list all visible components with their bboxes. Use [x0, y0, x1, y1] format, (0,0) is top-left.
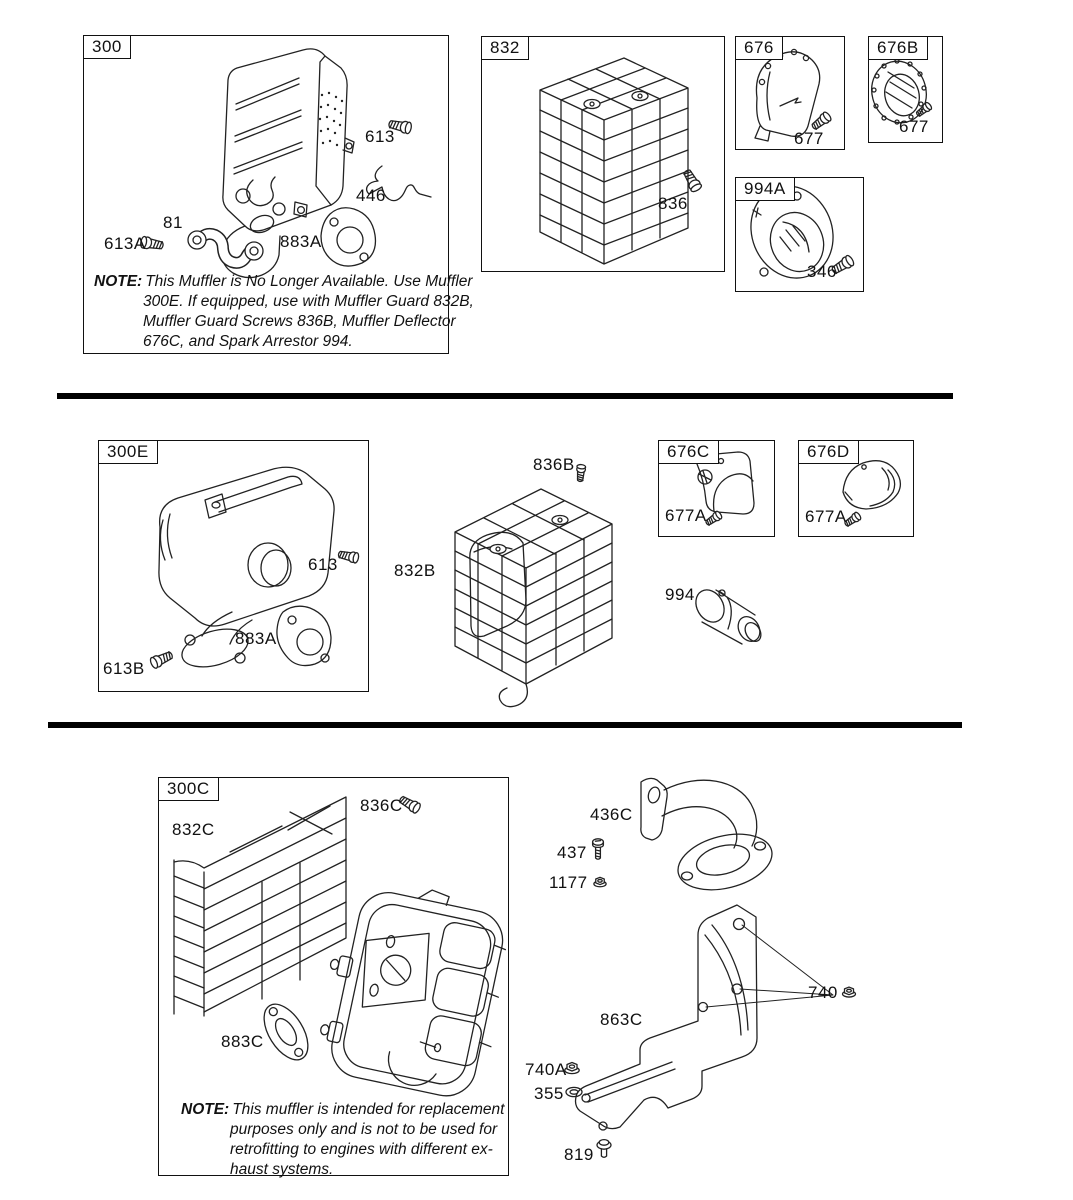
label-677b: 677 [899, 117, 929, 136]
note-300C-line4: haust systems. [230, 1161, 334, 1178]
label-677A-676D: 677A [805, 507, 847, 526]
nut-1177-icon [594, 877, 606, 886]
label-819: 819 [564, 1145, 594, 1164]
label-437: 437 [557, 843, 587, 862]
box-832 [481, 36, 725, 272]
tag-676D: 676D [798, 440, 859, 464]
bolt-819-icon [597, 1140, 611, 1158]
tag-676B: 676B [868, 36, 928, 60]
label-836C: 836C [360, 796, 403, 815]
label-346: 346 [807, 262, 837, 281]
elbow-436C-drawing [641, 778, 778, 898]
nut-740-icon [843, 987, 856, 997]
note-300-line2: 300E. If equipped, use with Muffler Guard 832B, [143, 293, 474, 310]
label-832C: 832C [172, 820, 215, 839]
label-832B: 832B [394, 561, 436, 580]
spark-arrestor-994-drawing [690, 585, 764, 645]
note-300C-line3: retrofitting to engines with different ex- [230, 1141, 493, 1158]
note-box-300 [94, 272, 503, 352]
label-446: 446 [356, 186, 386, 205]
label-81: 81 [163, 213, 183, 232]
section-divider-1 [57, 393, 953, 399]
tag-676C: 676C [658, 440, 719, 464]
screw-437-icon [593, 839, 604, 859]
note-box-300C [181, 1100, 560, 1180]
tag-300C: 300C [158, 777, 219, 801]
label-863C: 863C [600, 1010, 643, 1029]
note-300C-heading: NOTE: [181, 1101, 230, 1118]
label-883A-300E: 883A [235, 629, 277, 648]
tag-832: 832 [481, 36, 529, 60]
label-613-300E: 613 [308, 555, 338, 574]
note-300C-line2: purposes only and is not to be used for [230, 1121, 498, 1138]
label-883C: 883C [221, 1032, 264, 1051]
label-677A-676C: 677A [665, 506, 707, 525]
label-994: 994 [665, 585, 695, 604]
note-300C-line1: This muffler is intended for replacement [232, 1101, 505, 1118]
washer-355-icon [566, 1087, 582, 1096]
label-1177: 1177 [549, 873, 588, 892]
tag-300: 300 [83, 35, 131, 59]
label-677: 677 [794, 129, 824, 148]
note-300-line4: 676C, and Spark Arrestor 994. [143, 333, 353, 350]
screw-836B-icon [576, 464, 586, 482]
label-740: 740 [808, 983, 838, 1002]
section-divider-2 [48, 722, 962, 728]
label-613: 613 [365, 127, 395, 146]
note-300-line3: Muffler Guard Screws 836B, Muffler Deflector [143, 313, 456, 330]
note-300-heading: NOTE: [94, 273, 143, 290]
label-836: 836 [658, 194, 688, 213]
label-613A: 613A [104, 234, 146, 253]
label-355: 355 [534, 1084, 564, 1103]
tag-300E: 300E [98, 440, 158, 464]
label-436C: 436C [590, 805, 633, 824]
label-836B: 836B [533, 455, 575, 474]
label-883A: 883A [280, 232, 322, 251]
note-300-line1: This Muffler is No Longer Available. Use Muffler [145, 273, 473, 290]
label-613B: 613B [103, 659, 145, 678]
tag-994A: 994A [735, 177, 795, 201]
muffler-guard-832B-drawing [455, 489, 612, 707]
tag-676: 676 [735, 36, 783, 60]
label-740A: 740A [525, 1060, 567, 1079]
